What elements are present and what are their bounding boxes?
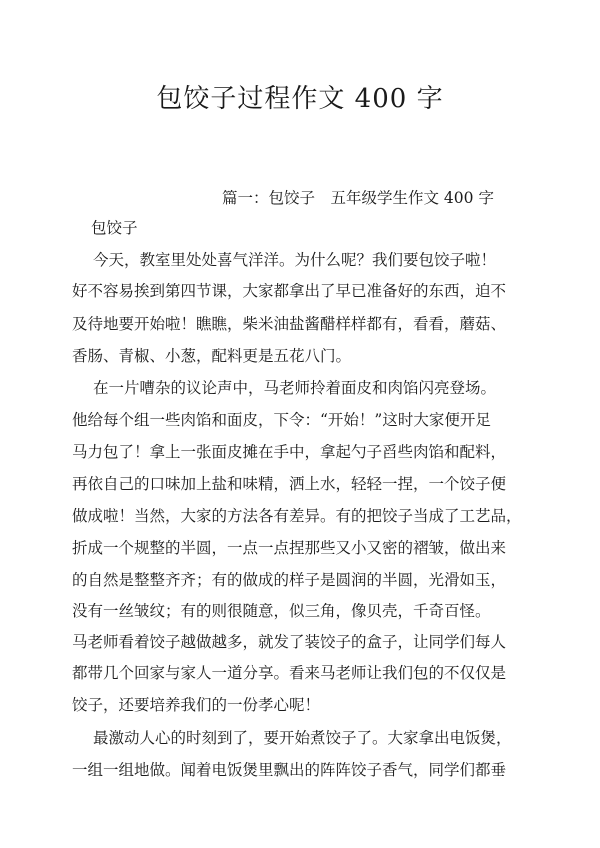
- body-line: 都带几个回家与家人一道分享。看来马老师让我们包的不仅仅是: [72, 664, 507, 682]
- body-line: 他给每个组一些肉馅和面皮，下令：“开始！”这时大家便开足: [72, 411, 491, 429]
- body-line: 今天，教室里处处喜气洋洋。为什么呢？我们要包饺子啦！: [93, 251, 497, 269]
- document-title: 包饺子过程作文 400 字: [156, 84, 444, 114]
- body-line: 马老师看着饺子越做越多，就发了装饺子的盒子，让同学们每人: [72, 633, 507, 651]
- body-line: 做成啦！当然，大家的方法各有差异。有的把饺子当成了工艺品，: [72, 507, 522, 525]
- body-line: 在一片嘈杂的议论声中，马老师拎着面皮和肉馅闪亮登场。: [93, 379, 497, 397]
- body-line: 饺子，还要培养我们的一份孝心呢！: [72, 696, 321, 714]
- body-line: 的自然是整整齐齐；有的做成的样子是圆润的半圆，光滑如玉，: [72, 571, 507, 589]
- section-heading: 包饺子: [91, 219, 138, 237]
- body-line: 再依自己的口味加上盐和味精，洒上水，轻轻一捏，一个饺子便: [72, 475, 507, 493]
- body-line: 及待地要开始啦！瞧瞧，柴米油盐酱醋样样都有，看看，蘑菇、: [72, 315, 507, 333]
- article-subtitle: 篇一：包饺子 五年级学生作文 400 字: [222, 189, 494, 207]
- body-line: 好不容易挨到第四节课，大家都拿出了早已准备好的东西，迫不: [72, 282, 507, 300]
- body-line: 折成一个规整的半圆，一点一点捏那些又小又密的褶皱，做出来: [72, 539, 507, 557]
- body-line: 马力包了！拿上一张面皮摊在手中，拿起勺子舀些肉馅和配料，: [72, 443, 507, 461]
- body-line: 没有一丝皱纹；有的则很随意，似三角，像贝壳，千奇百怪。: [72, 602, 491, 620]
- body-line: 一组一组地做。闻着电饭煲里飘出的阵阵饺子香气，同学们都垂: [72, 761, 507, 779]
- body-line: 香肠、青椒、小葱，配料更是五花八门。: [72, 347, 352, 365]
- body-line: 最激动人心的时刻到了，要开始煮饺子了。大家拿出电饭煲，: [93, 729, 512, 747]
